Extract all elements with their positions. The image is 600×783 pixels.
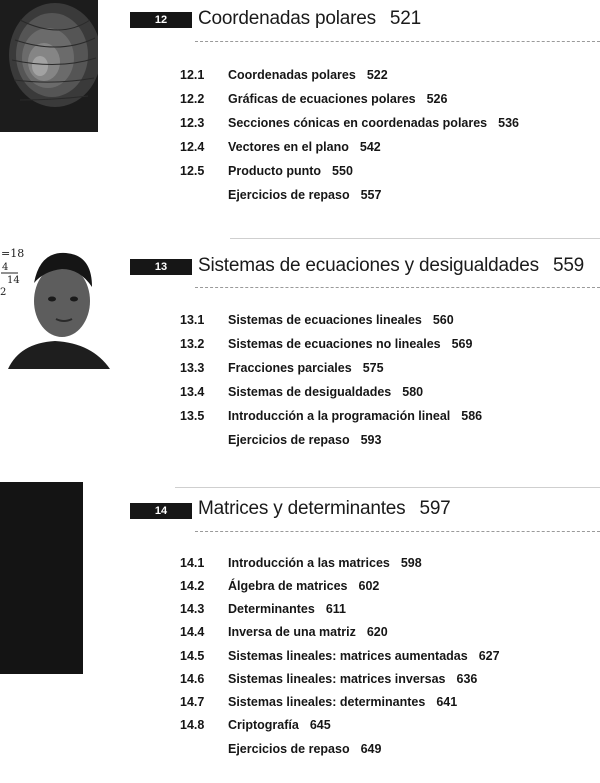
chapter-title xyxy=(198,8,421,30)
chapter-rule xyxy=(195,41,600,42)
section-number: 13.1 xyxy=(180,313,205,327)
section-number: 14.1 xyxy=(180,556,205,570)
section-number: 12.5 xyxy=(180,164,205,178)
section-page: 649 xyxy=(360,742,382,756)
section-number: 12.2 xyxy=(180,92,205,106)
section-page: 645 xyxy=(309,718,331,732)
section-title: Sistemas de ecuaciones no lineales xyxy=(228,337,441,351)
section-page: 627 xyxy=(478,649,500,663)
section-page: 611 xyxy=(325,602,347,616)
chapter-rule xyxy=(195,531,600,532)
section-entry xyxy=(0,409,600,429)
section-title: Sistemas lineales: matrices inversas xyxy=(228,672,446,686)
section-title: Introducción a la programación lineal xyxy=(228,409,451,423)
section-entry xyxy=(0,92,600,112)
section-title: Secciones cónicas en coordenadas polares xyxy=(228,116,488,130)
section-number: 14.5 xyxy=(180,649,205,663)
section-page: 522 xyxy=(366,68,388,82)
section-page: 526 xyxy=(426,92,448,106)
section-title: Sistemas de desigualdades xyxy=(228,385,392,399)
section-number: 14.2 xyxy=(180,579,205,593)
chapter-title-text: Coordenadas polares xyxy=(198,8,376,29)
chapter-number-badge: 13 xyxy=(130,259,192,275)
section-entry xyxy=(0,385,600,405)
chapter-number-badge: 12 xyxy=(130,12,192,28)
section-title: Producto punto xyxy=(228,164,322,178)
section-number: 14.8 xyxy=(180,718,205,732)
chapter-title-text: Matrices y determinantes xyxy=(198,498,406,519)
section-number: 14.4 xyxy=(180,625,205,639)
section-entry xyxy=(0,649,600,669)
section-title: Coordenadas polares xyxy=(228,68,356,82)
section-page: 575 xyxy=(362,361,384,375)
section-number: 13.2 xyxy=(180,337,205,351)
review-exercises-entry xyxy=(0,188,600,208)
section-entry xyxy=(0,361,600,381)
section-entry xyxy=(0,695,600,715)
section-number: 13.4 xyxy=(180,385,205,399)
section-title: Determinantes xyxy=(228,602,315,616)
chapter-title xyxy=(198,255,584,277)
section-page: 550 xyxy=(332,164,353,178)
handwriting-2: 4 xyxy=(2,262,9,273)
nautilus-shell-photo xyxy=(0,0,98,132)
section-entry xyxy=(0,116,600,136)
section-page: 560 xyxy=(432,313,454,327)
section-page: 536 xyxy=(498,116,519,130)
section-entry xyxy=(0,337,600,357)
section-page: 641 xyxy=(436,695,458,709)
section-title: Ejercicios de repaso xyxy=(228,742,350,756)
section-title: Introducción a las matrices xyxy=(228,556,390,570)
section-number: 13.3 xyxy=(180,361,205,375)
handwriting-1: =18 xyxy=(1,247,25,260)
chapter-title xyxy=(198,498,451,520)
section-entry xyxy=(0,602,600,622)
section-entry xyxy=(0,579,600,599)
section-number: 14.6 xyxy=(180,672,205,686)
section-page: 598 xyxy=(400,556,422,570)
section-entry xyxy=(0,68,600,88)
section-title: Ejercicios de repaso xyxy=(228,433,350,447)
chapter-photo-dark xyxy=(0,482,83,674)
handwriting-3: 14 xyxy=(7,275,20,286)
section-title: Ejercicios de repaso xyxy=(228,188,350,202)
chapter-top-rule xyxy=(175,487,600,488)
section-number: 12.3 xyxy=(180,116,205,130)
section-page: 569 xyxy=(451,337,473,351)
section-page: 586 xyxy=(461,409,483,423)
section-page: 593 xyxy=(360,433,382,447)
section-page: 557 xyxy=(360,188,382,202)
section-title: Álgebra de matrices xyxy=(228,579,348,593)
review-exercises-entry xyxy=(0,742,600,762)
section-number: 14.7 xyxy=(180,695,205,709)
chapter-page: 559 xyxy=(552,255,585,276)
section-title: Sistemas lineales: matrices aumentadas xyxy=(228,649,468,663)
section-number: 12.1 xyxy=(180,68,205,82)
chapter-title-text: Sistemas de ecuaciones y desigualdades xyxy=(198,255,539,276)
section-number: 13.5 xyxy=(180,409,205,423)
section-title: Vectores en el plano xyxy=(228,140,349,154)
section-title: Sistemas de ecuaciones lineales xyxy=(228,313,422,327)
section-title: Inversa de una matriz xyxy=(228,625,356,639)
section-page: 542 xyxy=(359,140,381,154)
section-title: Criptografía xyxy=(228,718,299,732)
handwriting-4: 2 xyxy=(0,287,7,298)
section-entry xyxy=(0,164,600,184)
section-number: 14.3 xyxy=(180,602,205,616)
section-entry xyxy=(0,718,600,738)
chapter-page: 521 xyxy=(389,8,421,29)
section-title: Sistemas lineales: determinantes xyxy=(228,695,426,709)
section-page: 636 xyxy=(456,672,478,686)
section-title: Gráficas de ecuaciones polares xyxy=(228,92,416,106)
section-entry xyxy=(0,672,600,692)
chapter-page: 597 xyxy=(419,498,451,519)
section-entry xyxy=(0,313,600,333)
chapter-top-rule xyxy=(230,238,600,239)
section-page: 580 xyxy=(402,385,424,399)
section-title: Fracciones parciales xyxy=(228,361,352,375)
section-entry xyxy=(0,625,600,645)
section-entry xyxy=(0,140,600,160)
chapter-rule xyxy=(195,287,600,288)
chapter-number-badge: 14 xyxy=(130,503,192,519)
section-number: 12.4 xyxy=(180,140,205,154)
section-page: 620 xyxy=(366,625,388,639)
review-exercises-entry xyxy=(0,433,600,453)
section-entry xyxy=(0,556,600,576)
section-page: 602 xyxy=(358,579,380,593)
